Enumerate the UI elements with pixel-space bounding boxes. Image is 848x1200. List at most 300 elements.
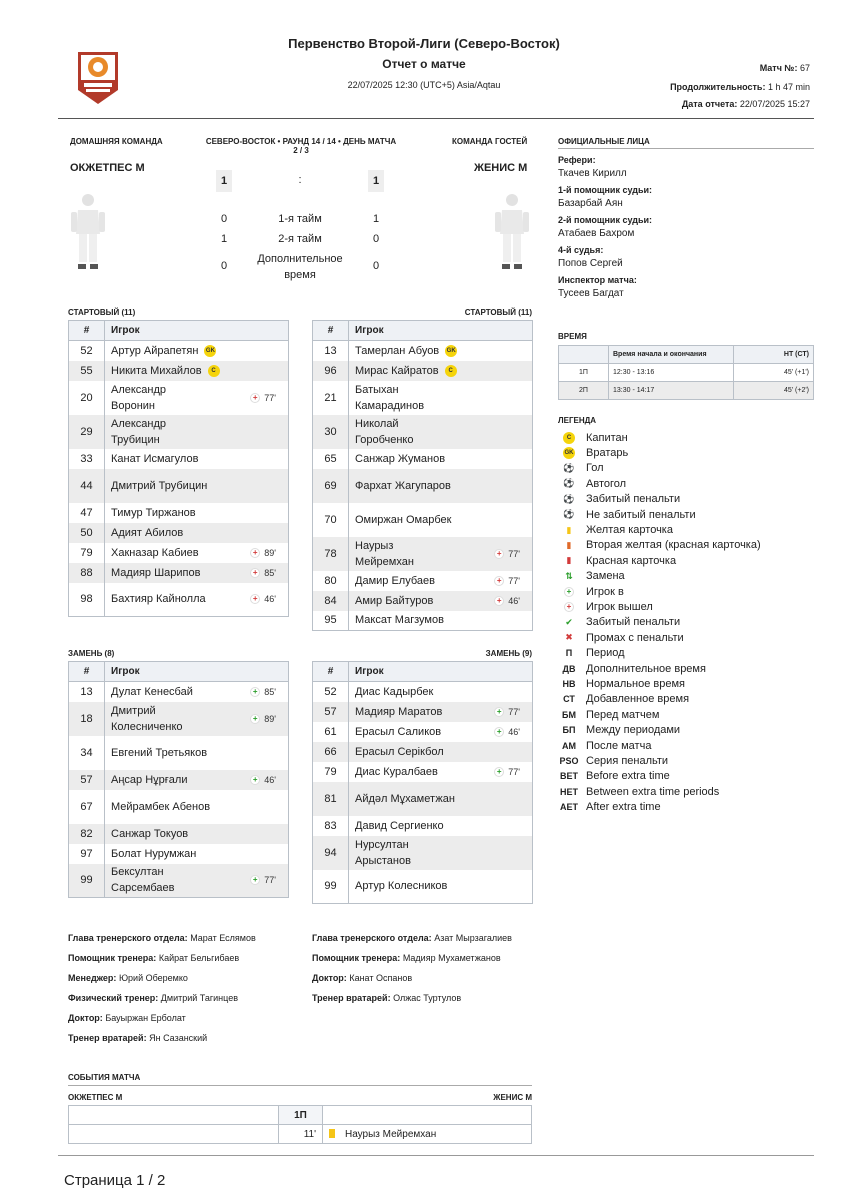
period-1-home: 0 [220, 213, 228, 225]
player-number: 44 [69, 469, 105, 503]
staff-entry [68, 968, 256, 988]
pen-miss-icon: ✖ [565, 632, 573, 643]
legend-text: Дополнительное время [586, 662, 706, 675]
player-in-icon: + [250, 687, 260, 697]
events-table [68, 1105, 532, 1144]
player-row [313, 836, 533, 870]
legend-item [558, 584, 814, 599]
time-row-range: 13:30 - 14:17 [609, 382, 734, 400]
league-logo [76, 50, 120, 106]
player-row [69, 790, 289, 824]
period-2-home: 1 [220, 233, 228, 245]
player-number: 99 [313, 870, 349, 904]
player-out-icon: + [250, 568, 260, 578]
player-row [313, 722, 533, 742]
player-number: 99 [69, 864, 105, 898]
player-row [313, 816, 533, 836]
player-out-icon: + [250, 393, 260, 403]
legend-text: Автогол [586, 477, 627, 490]
event-minute: 11' [279, 1125, 323, 1144]
officials-list [558, 155, 814, 305]
player-name: Артур Колесников [355, 880, 448, 893]
legend-text: Между периодами [586, 724, 681, 737]
player-number: 20 [69, 381, 105, 415]
legend-text: Перед матчем [586, 708, 660, 721]
staff-name: Юрий Оберемко [118, 973, 188, 983]
official-entry [558, 215, 814, 239]
player-row [69, 736, 289, 770]
staff-entry [312, 948, 512, 968]
player-name: Дмитрий Трубицин [111, 479, 208, 492]
player-name: Диас Куралбаев [355, 765, 438, 778]
player-row [69, 844, 289, 864]
player-number: 88 [69, 563, 105, 583]
legend-text: Гол [586, 462, 604, 475]
col-number: # [69, 321, 105, 341]
player-number: 67 [69, 790, 105, 824]
player-number: 84 [313, 591, 349, 611]
official-entry [558, 245, 814, 269]
legend-text: Серия пенальти [586, 754, 669, 767]
legend-item [558, 799, 814, 814]
official-role: Рефери: [558, 155, 596, 165]
time-row-period: 1П [559, 364, 609, 382]
player-row [69, 449, 289, 469]
substitution-minute: 77' [508, 706, 520, 717]
player-name: Тимур Тиржанов [111, 506, 196, 519]
player-name: Дмитрий Колесниченко [111, 704, 183, 733]
legend-item [558, 430, 814, 445]
player-row [313, 503, 533, 537]
legend-item [558, 538, 814, 553]
player-name: Канат Исмагулов [111, 452, 199, 465]
substitution-minute: 46' [508, 726, 520, 737]
own-goal-icon: ⚽ [563, 478, 575, 489]
player-name: Дамир Елубаев [355, 574, 435, 587]
period-2-label: 2-я тайм [278, 233, 322, 245]
player-number: 80 [313, 571, 349, 591]
legend-text: Капитан [586, 431, 628, 444]
substitution-minute: 77' [508, 766, 520, 777]
away-kit-icon [494, 190, 530, 277]
substitution-minute: 77' [264, 875, 276, 886]
staff-role: Доктор: [312, 973, 347, 983]
staff-name: Бауыржан Ерболат [105, 1013, 186, 1023]
player-row [69, 682, 289, 702]
abbr-icon: AET [560, 802, 578, 813]
home-staff [68, 928, 256, 1048]
player-row [313, 381, 533, 415]
substitution-minute: 46' [508, 595, 520, 606]
goalkeeper-icon: GK [445, 345, 457, 357]
abbr-icon: БП [562, 725, 576, 736]
period-et-away: 0 [372, 260, 380, 272]
player-number: 52 [313, 682, 349, 702]
legend-item [558, 630, 814, 645]
staff-name: Азат Мырзагалиев [434, 933, 512, 943]
legend-text: Период [586, 647, 625, 660]
player-number: 79 [313, 762, 349, 782]
legend-item [558, 769, 814, 784]
player-name: Бахтияр Кайнолла [111, 593, 206, 606]
home-team-label: ДОМАШНЯЯ КОМАНДА [70, 137, 163, 146]
out-icon: + [558, 601, 580, 612]
player-number: 65 [313, 449, 349, 469]
player-name: Хакназар Кабиев [111, 546, 199, 559]
player-row [69, 583, 289, 617]
player-name: Наурыз Мейремхан [355, 539, 414, 568]
legend-item [558, 461, 814, 476]
player-name: Мейрамбек Абенов [111, 800, 211, 813]
event-row [69, 1125, 532, 1144]
player-name: Николай Горобченко [355, 417, 414, 446]
player-number: 21 [313, 381, 349, 415]
sub-icon: ⇅ [565, 570, 573, 581]
abbr-icon: ДВ [562, 663, 576, 674]
substitution-minute: 77' [508, 548, 520, 559]
home-starting-label: СТАРТОВЫЙ (11) [68, 308, 136, 317]
player-number: 61 [313, 722, 349, 742]
legend-item [558, 738, 814, 753]
player-number: 83 [313, 816, 349, 836]
red-icon: ▮ [566, 555, 572, 566]
player-name: Фархат Жагупаров [355, 479, 451, 492]
player-row [69, 770, 289, 790]
player-row [313, 415, 533, 449]
time-title: ВРЕМЯ [558, 332, 587, 341]
player-name: Мадияр Шарипов [111, 566, 201, 579]
abbr-icon: BET [560, 771, 578, 782]
report-title: Первенство Второй-Лиги (Северо-Восток) [288, 36, 560, 51]
staff-entry [68, 988, 256, 1008]
legend-text: Before extra time [586, 770, 670, 783]
staff-entry [312, 968, 512, 988]
player-out-icon: + [250, 548, 260, 558]
player-number: 94 [313, 836, 349, 870]
away-starting-table [312, 320, 533, 631]
player-row [69, 824, 289, 844]
legend-item [558, 661, 814, 676]
official-name: Ткачев Кирилл [558, 168, 627, 179]
official-role: 2-й помощник судьи: [558, 215, 653, 225]
player-row [313, 361, 533, 381]
abbr-icon: СТ [563, 694, 575, 705]
player-row [313, 449, 533, 469]
period-et-label: Дополнительное время [257, 253, 343, 281]
legend-item [558, 492, 814, 507]
player-row [69, 563, 289, 583]
away-subs-label: ЗАМЕНЬ (9) [485, 649, 532, 658]
captain-icon: C [558, 432, 580, 444]
legend-text: Замена [586, 570, 625, 583]
events-away-team: ЖЕНИС М [493, 1093, 532, 1102]
player-row [313, 870, 533, 904]
player-number: 18 [69, 702, 105, 736]
staff-role: Тренер вратарей: [68, 1033, 147, 1043]
staff-entry [68, 1028, 256, 1048]
captain-icon: C [208, 365, 220, 377]
legend-text: Добавленное время [586, 693, 690, 706]
staff-name: Марат Еслямов [190, 933, 256, 943]
player-name: Нурсултан Арыстанов [355, 838, 411, 867]
player-name: Бексултан Сарсембаев [111, 866, 175, 895]
time-col-range: Время начала и окончания [609, 346, 734, 364]
player-in-icon: + [250, 875, 260, 885]
officials-title: ОФИЦИАЛЬНЫЕ ЛИЦА [558, 137, 650, 146]
player-row [313, 537, 533, 571]
home-kit-icon [70, 190, 106, 277]
player-name: Артур Айрапетян [111, 344, 199, 357]
officials-divider [558, 148, 814, 149]
player-name: Евгений Третьяков [111, 746, 208, 759]
legend-text: Желтая карточка [586, 524, 673, 537]
staff-name: Канат Оспанов [349, 973, 413, 983]
legend-item [558, 522, 814, 537]
official-entry [558, 275, 814, 299]
player-in-icon: + [494, 707, 504, 717]
goal-icon: ⚽ [563, 462, 575, 473]
abbr-icon: АМ [562, 740, 576, 751]
match-datetime: 22/07/2025 12:30 (UTC+5) Asia/Aqtau [347, 80, 501, 90]
legend-item [558, 615, 814, 630]
time-col-ht: HT (СТ) [734, 346, 814, 364]
legend-text: Игрок вышел [586, 600, 653, 613]
player-name: Аңсар Нұрғали [111, 773, 188, 786]
player-row [313, 742, 533, 762]
staff-role: Доктор: [68, 1013, 103, 1023]
player-row [69, 341, 289, 361]
second-yellow-icon: ▮ [566, 539, 572, 550]
player-in-icon: + [494, 727, 504, 737]
player-row [313, 682, 533, 702]
player-name: Айдәл Мұхаметжан [355, 792, 455, 805]
legend-text: Вратарь [586, 447, 629, 460]
legend-text: Between extra time periods [586, 785, 720, 798]
legend-text: После матча [586, 739, 652, 752]
player-number: 34 [69, 736, 105, 770]
player-row [313, 469, 533, 503]
player-row [69, 415, 289, 449]
player-name: Александр Трубицин [111, 417, 167, 446]
captain-icon: C [445, 365, 457, 377]
in-icon: + [558, 586, 580, 597]
player-name: Диас Кадырбек [355, 685, 434, 698]
legend-item [558, 445, 814, 460]
score-separator: : [298, 174, 302, 186]
col-number: # [313, 321, 349, 341]
period-1-away: 1 [372, 213, 380, 225]
page-number: Страница 1 / 2 [64, 1172, 166, 1189]
player-number: 57 [69, 770, 105, 790]
player-row [313, 571, 533, 591]
player-name: Санжар Токуов [111, 827, 189, 840]
player-row [69, 864, 289, 898]
abbr-icon: П [565, 648, 573, 659]
official-entry [558, 155, 814, 179]
legend-text: After extra time [586, 801, 661, 814]
event-player: Наурыз Мейремхан [345, 1128, 437, 1140]
time-row-ht: 45' (+1') [734, 364, 814, 382]
player-row [69, 361, 289, 381]
time-row-ht: 45' (+2') [734, 382, 814, 400]
abbr-icon: PSO [559, 755, 579, 766]
player-name: Давид Сергиенко [355, 819, 444, 832]
player-number: 81 [313, 782, 349, 816]
staff-entry [312, 988, 512, 1008]
yellow-card-icon [329, 1129, 335, 1138]
home-subs-label: ЗАМЕНЬ (8) [68, 649, 115, 658]
away-staff [312, 928, 512, 1008]
time-row-period: 2П [559, 382, 609, 400]
player-row [313, 341, 533, 361]
away-subs-table [312, 661, 533, 904]
period-1-label: 1-я тайм [278, 213, 322, 225]
player-number: 13 [313, 341, 349, 361]
time-row-range: 12:30 - 13:16 [609, 364, 734, 382]
player-number: 57 [313, 702, 349, 722]
staff-role: Помощник тренера: [68, 953, 157, 963]
legend-text: Не забитый пенальти [586, 508, 696, 521]
substitution-minute: 85' [264, 567, 276, 578]
player-name: Ерасыл Серікбол [355, 745, 444, 758]
player-name: Дулат Кенесбай [111, 685, 193, 698]
pen-missed-icon: ⚽ [563, 509, 575, 520]
staff-role: Тренер вратарей: [312, 993, 391, 1003]
events-home-team: ОКЖЕТПЕС М [68, 1093, 123, 1102]
abbr-icon: НВ [562, 678, 576, 689]
home-score: 1 [216, 170, 232, 192]
staff-entry [68, 948, 256, 968]
official-role: 4-й судья: [558, 245, 604, 255]
staff-entry [68, 1008, 256, 1028]
yellow-icon: ▮ [566, 524, 572, 535]
player-row [313, 591, 533, 611]
player-number: 97 [69, 844, 105, 864]
official-entry [558, 185, 814, 209]
player-number: 70 [313, 503, 349, 537]
player-name: Санжар Жуманов [355, 452, 446, 465]
staff-entry [312, 928, 512, 948]
staff-role: Глава тренерского отдела: [312, 933, 432, 943]
player-number: 29 [69, 415, 105, 449]
legend-item [558, 507, 814, 522]
legend-text: Красная карточка [586, 554, 677, 567]
player-row [69, 503, 289, 523]
official-name: Тусеев Багдат [558, 288, 624, 299]
events-period: 1П [279, 1106, 323, 1125]
legend-item [558, 645, 814, 660]
away-team-label: КОМАНДА ГОСТЕЙ [452, 137, 528, 146]
player-number: 95 [313, 611, 349, 631]
substitution-minute: 77' [264, 392, 276, 403]
player-number: 66 [313, 742, 349, 762]
player-out-icon: + [250, 594, 260, 604]
round-label: СЕВЕРО-ВОСТОК • РАУНД 14 / 14 • ДЕНЬ МАТЧА 2 / 3 [205, 137, 397, 155]
player-name: Тамерлан Абуов [355, 344, 440, 357]
time-table [558, 345, 814, 400]
legend-item [558, 599, 814, 614]
player-row [313, 611, 533, 631]
legend-text: Забитый пенальти [586, 616, 681, 629]
pen-ok-icon: ✔ [565, 616, 573, 627]
staff-name: Кайрат Бельгибаев [158, 953, 240, 963]
gk-icon: GK [558, 447, 580, 459]
substitution-minute: 46' [264, 594, 276, 605]
official-name: Базарбай Аян [558, 198, 623, 209]
player-out-icon: + [494, 576, 504, 586]
abbr-icon: БМ [562, 709, 576, 720]
match-number: Матч №: 67 [759, 63, 810, 73]
staff-role: Физический тренер: [68, 993, 159, 1003]
player-out-icon: + [494, 596, 504, 606]
legend-item [558, 553, 814, 568]
player-number: 13 [69, 682, 105, 702]
player-number: 98 [69, 583, 105, 617]
away-starting-label: СТАРТОВЫЙ (11) [464, 308, 532, 317]
staff-name: Олжас Туртулов [393, 993, 462, 1003]
official-role: 1-й помощник судьи: [558, 185, 653, 195]
legend-text: Нормальное время [586, 677, 685, 690]
official-name: Попов Сергей [558, 258, 623, 269]
report-date: Дата отчета: 22/07/2025 15:27 [681, 99, 810, 109]
player-out-icon: + [494, 549, 504, 559]
footer-divider [58, 1155, 814, 1156]
away-score: 1 [368, 170, 384, 192]
official-role: Инспектор матча: [558, 275, 637, 285]
player-number: 30 [313, 415, 349, 449]
away-team-name: ЖЕНИС М [474, 162, 528, 174]
legend-item [558, 676, 814, 691]
report-subtitle: Отчет о матче [382, 57, 466, 71]
player-name: Мирас Кайратов [355, 364, 439, 377]
legend-item [558, 569, 814, 584]
player-number: 52 [69, 341, 105, 361]
legend-item [558, 722, 814, 737]
staff-name: Дмитрий Тагинцев [160, 993, 238, 1003]
events-title: СОБЫТИЯ МАТЧА [68, 1073, 141, 1082]
player-number: 96 [313, 361, 349, 381]
home-team-name: ОКЖЕТПЕС М [70, 162, 145, 174]
player-number: 47 [69, 503, 105, 523]
player-name: Болат Нурумжан [111, 847, 197, 860]
player-in-icon: + [494, 767, 504, 777]
substitution-minute: 89' [264, 713, 276, 724]
player-name: Омиржан Омарбек [355, 513, 452, 526]
col-number: # [69, 662, 105, 682]
player-name: Амир Байтуров [355, 594, 434, 607]
col-number: # [313, 662, 349, 682]
legend-text: Игрок в [586, 585, 624, 598]
player-name: Батыхан Камарадинов [355, 383, 425, 412]
abbr-icon: HET [560, 786, 578, 797]
events-divider [68, 1085, 532, 1086]
col-player: Игрок [105, 662, 289, 682]
player-row [69, 381, 289, 415]
home-starting-table [68, 320, 289, 617]
match-duration: Продолжительность: 1 h 47 min [670, 82, 810, 92]
player-number: 33 [69, 449, 105, 469]
staff-name: Ян Сазанский [149, 1033, 208, 1043]
col-player: Игрок [349, 662, 533, 682]
legend-item [558, 784, 814, 799]
player-name: Мадияр Маратов [355, 705, 443, 718]
staff-name: Мадияр Мухаметжанов [402, 953, 501, 963]
player-number: 69 [313, 469, 349, 503]
player-in-icon: + [250, 775, 260, 785]
substitution-minute: 89' [264, 547, 276, 558]
player-number: 82 [69, 824, 105, 844]
player-row [69, 543, 289, 563]
